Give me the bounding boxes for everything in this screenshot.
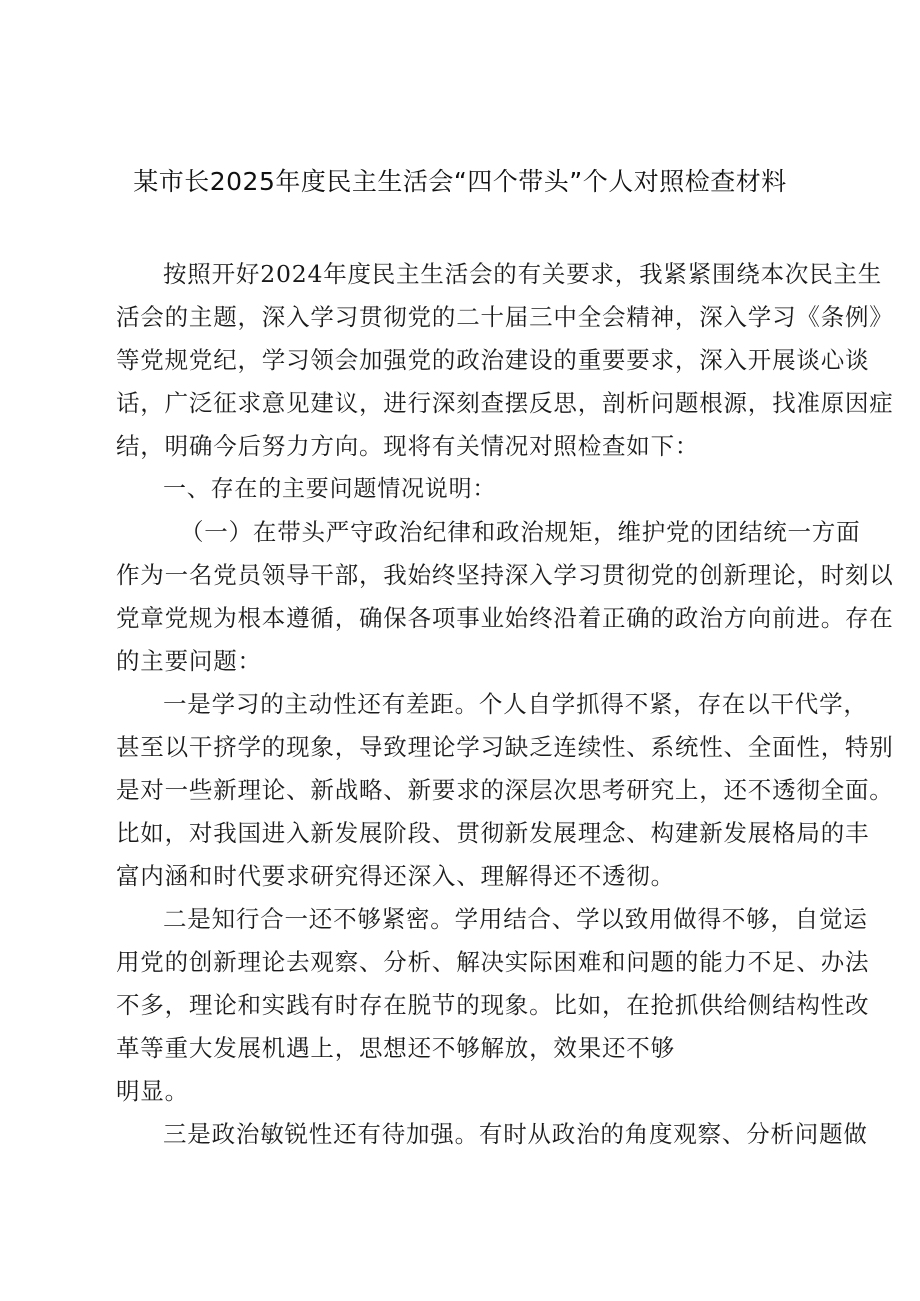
section-heading: 一、存在的主要问题情况说明： (163, 476, 497, 502)
paragraph-line: 二是知行合一还不够紧密。学用结合、学以致用做得不够，自觉运 (163, 905, 868, 933)
paragraph-line: 党章党规为根本遵循，确保各项事业始终沿着正确的政治方向前进。存在 (116, 604, 894, 632)
paragraph-line: 富内涵和时代要求研究得还深入、理解得还不透彻。 (116, 862, 675, 890)
paragraph-line: 的主要问题： (116, 647, 262, 675)
paragraph-line: 话，广泛征求意见建议，进行深刻查摆反思，剖析问题根源，找准原因症 (116, 389, 894, 417)
paragraph-line: 三是政治敏锐性还有待加强。有时从政治的角度观察、分析问题做 (163, 1120, 868, 1148)
paragraph-line: 活会的主题，深入学习贯彻党的二十届三中全会精神，深入学习《条例》 (116, 303, 894, 331)
paragraph-line: 革等重大发展机遇上，思想还不够解放，效果还不够 (116, 1034, 675, 1062)
paragraph-line: 作为一名党员领导干部，我始终坚持深入学习贯彻党的创新理论，时刻以 (116, 561, 894, 589)
paragraph-line: 不多，理论和实践有时存在脱节的现象。比如，在抢抓供给侧结构性改 (116, 991, 870, 1019)
paragraph-line: 甚至以干挤学的现象，导致理论学习缺乏连续性、系统性、全面性，特别 (116, 733, 894, 761)
paragraph-line: 是对一些新理论、新战略、新要求的深层次思考研究上，还不透彻全面。 (116, 776, 894, 804)
paragraph-line: 等党规党纪，学习领会加强党的政治建设的重要要求，深入开展谈心谈 (116, 346, 870, 374)
paragraph-line: 按照开好2024年度民主生活会的有关要求，我紧紧围绕本次民主生 (163, 260, 883, 288)
paragraph-line: 比如，对我国进入新发展阶段、贯彻新发展理念、构建新发展格局的丰 (116, 819, 870, 847)
paragraph-line: 明显。 (116, 1077, 189, 1105)
document-title: 某市长2025年度民主生活会“四个带头”个人对照检查材料 (133, 167, 787, 196)
paragraph-line: 结，明确今后努力方向。现将有关情况对照检查如下： (116, 432, 700, 460)
paragraph-line: 一是学习的主动性还有差距。个人自学抓得不紧，存在以干代学， (163, 690, 868, 718)
document-body (116, 253, 894, 1156)
subsection-heading: （一）在带头严守政治纪律和政治规矩，维护党的团结统一方面 (180, 518, 861, 546)
paragraph-line: 用党的创新理论去观察、分析、解决实际困难和问题的能力不足、办法 (116, 948, 870, 976)
